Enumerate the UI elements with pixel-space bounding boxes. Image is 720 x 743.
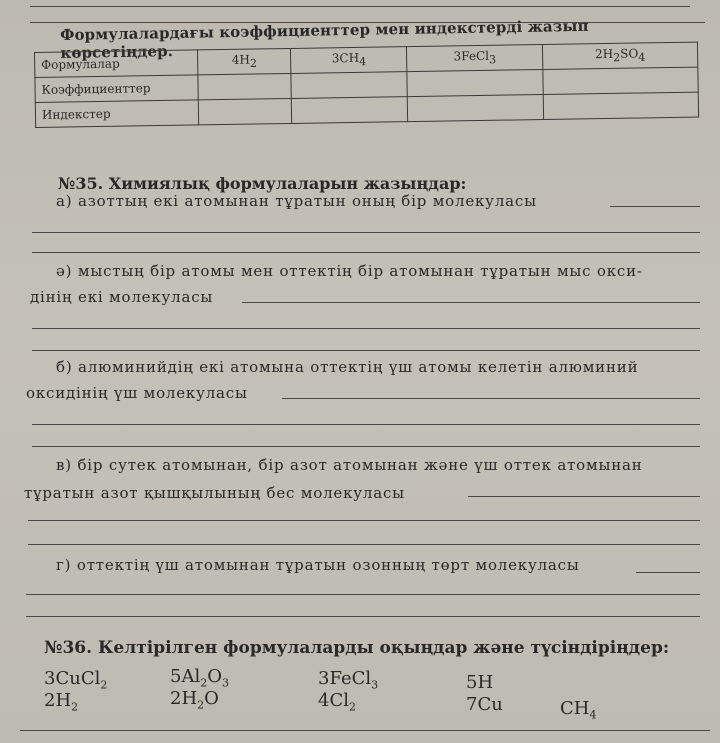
formula-cell: $3CH_4$ — [291, 47, 407, 74]
task-35v-text: в) бір сутек атомынан, бір азот атомынан және үш оттек атомынан — [56, 456, 643, 474]
task-35-title: №35. Химиялық формулаларын жазыңдар: — [58, 174, 467, 193]
exercise-instruction: Формулалардағы коэффициенттер мен индекстерді жазып көрсетіңдер. — [60, 16, 589, 62]
answer-line[interactable] — [636, 572, 700, 573]
answer-cell[interactable] — [291, 72, 407, 99]
task-36-title: №36. Келтірілген формулаларды оқыңдар және түсіндіріңдер: — [44, 638, 670, 658]
formula: $5Al_2O_3$ — [170, 666, 229, 690]
answer-line[interactable] — [32, 232, 700, 233]
formula: $2H_2O$ — [170, 688, 219, 712]
coefficient-index-table — [34, 42, 699, 128]
formula: 3FeCl$_3$ — [318, 668, 379, 692]
formula: 5H — [466, 672, 494, 693]
answer-line[interactable] — [610, 206, 700, 207]
formula: $2H_2$ — [44, 690, 79, 714]
answer-line[interactable] — [32, 424, 700, 425]
answer-line[interactable] — [32, 350, 700, 351]
top-rule-1 — [30, 6, 690, 7]
answer-cell[interactable] — [198, 73, 292, 99]
answer-line[interactable] — [242, 302, 700, 303]
task-35a-text: а) азоттың екі атомынан тұратын оның бір молекуласы — [56, 192, 537, 210]
task-35g-text: г) оттектің үш атомынан тұратын озонның төрт молекуласы — [56, 556, 580, 574]
task-35b-text: б) алюминийдің екі атомына оттектің үш атомы келетін алюминий — [56, 358, 639, 376]
formula-cell: $2H_2SO_4$ — [543, 42, 698, 69]
answer-cell[interactable] — [407, 70, 543, 97]
formula-cell: 3FeCl$_3$ — [407, 45, 543, 72]
answer-line[interactable] — [28, 520, 700, 521]
formula: $CH_4$ — [560, 698, 597, 722]
answer-cell[interactable] — [198, 98, 292, 124]
answer-line[interactable] — [26, 594, 700, 595]
answer-line[interactable] — [26, 616, 700, 617]
formula: 7Cu — [466, 694, 503, 715]
answer-cell[interactable] — [543, 67, 698, 94]
row-label: Индекстер — [35, 100, 198, 128]
answer-line[interactable] — [468, 496, 700, 497]
answer-cell[interactable] — [408, 95, 544, 122]
row-label: Формулалар — [35, 50, 198, 78]
formula: $4Cl_2$ — [318, 690, 356, 714]
answer-cell[interactable] — [292, 97, 408, 124]
answer-line[interactable] — [32, 328, 700, 329]
answer-line[interactable] — [32, 446, 700, 447]
formula: 3CuCl$_2$ — [44, 668, 108, 692]
task-35b-text-cont: оксидінің үш молекуласы — [26, 384, 248, 402]
task-35v-text-cont: тұратын азот қышқылының бес молекуласы — [24, 484, 405, 502]
formula-cell: $4H_2$ — [197, 48, 291, 74]
answer-line[interactable] — [28, 544, 700, 545]
answer-line[interactable] — [282, 398, 700, 399]
answer-line[interactable] — [32, 252, 700, 253]
row-label: Коэффициенттер — [35, 75, 198, 103]
task-35-ae-text: ә) мыстың бір атомы мен оттектің бір атомынан тұратын мыс окси- — [56, 262, 643, 280]
bottom-rule — [20, 730, 710, 731]
task-35-ae-text-cont: дінің екі молекуласы — [30, 288, 214, 306]
answer-cell[interactable] — [543, 92, 698, 119]
